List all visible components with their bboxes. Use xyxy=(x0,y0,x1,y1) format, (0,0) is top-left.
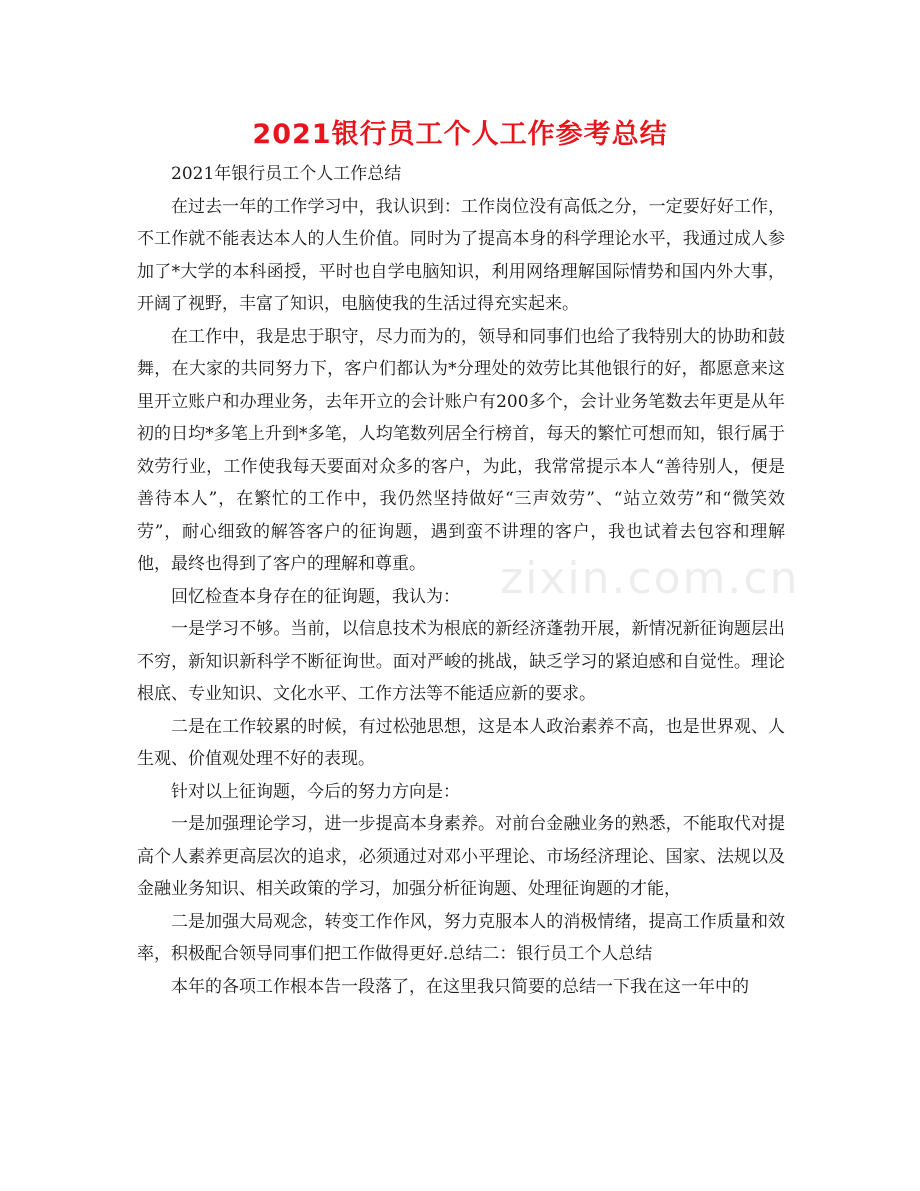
paragraph: 本年的各项工作根本告一段落了，在这里我只简要的总结一下我在这一年中的 xyxy=(171,976,749,997)
paragraph: 在过去一年的工作学习中，我认识到：工作岗位没有高低之分，一定要好好工作，不工作就不能表达本人的人生价值。同时为了提高本身的科学理论水平，我通过成人参加了*大学的本科函授，平时也自学电脑知识，利用网络理解国际情势和国内外大事，开阔了视野，丰富了知识，电脑使我的生活过得充实起来。 xyxy=(137,196,785,314)
watermark: zixin.com.cn xyxy=(500,553,800,604)
paragraph-subtitle: 2021年银行员工个人工作总结 xyxy=(171,164,402,184)
paragraph: 回忆检查本身存在的征询题，我认为： xyxy=(171,586,460,607)
document-title: 2021银行员工个人工作参考总结 xyxy=(252,119,668,150)
document-body xyxy=(137,158,785,1003)
paragraph: 二是在工作较累的时候，有过松弛思想，这是本人政治素养不高，也是世界观、人生观、价值观处理不好的表现。 xyxy=(137,716,785,769)
paragraph: 一是加强理论学习，进一步提高本身素养。对前台金融业务的熟悉，不能取代对提高个人素养更高层次的追求，必须通过对邓小平理论、市场经济理论、国家、法规以及金融业务知识、相关政策的学习，加强分析征询题、处理征询题的才能， xyxy=(137,814,785,899)
paragraph: 二是加强大局观念，转变工作作风，努力克服本人的消极情绪，提高工作质量和效率，积极配合领导同事们把工作做得更好.总结二：银行员工个人总结 xyxy=(137,911,785,964)
paragraph: 针对以上征询题，今后的努力方向是： xyxy=(171,781,460,802)
paragraph: 在工作中，我是忠于职守，尽力而为的，领导和同事们也给了我特别大的协助和鼓舞，在大家的共同努力下，客户们都认为*分理处的效劳比其他银行的好，都愿意来这里开立账户和办理业务，去年开立的会计账户有200多个，会计业务笔数去年更是从年初的日均*多笔上升到*多笔，人均笔数列居全行榜首，每天的繁忙可想而知，银行属于效劳行业，工作使我每天要面对众多的客户，为此，我常常提示本人“善待别人，便是善待本人”，在繁忙的工作中，我仍然坚持做好“三声效劳”、“站立效劳”和“微笑效劳”，耐心细致的解答客户的征询题，遇到蛮不讲理的客户，我也试着去包容和理解他，最终也得到了客户的理解和尊重。 xyxy=(137,326,785,574)
paragraph: 一是学习不够。当前，以信息技术为根底的新经济蓬勃开展，新情况新征询题层出不穷，新知识新科学不断征询世。面对严峻的挑战，缺乏学习的紧迫感和自觉性。理论根底、专业知识、文化水平、工作方法等不能适应新的要求。 xyxy=(137,619,785,704)
